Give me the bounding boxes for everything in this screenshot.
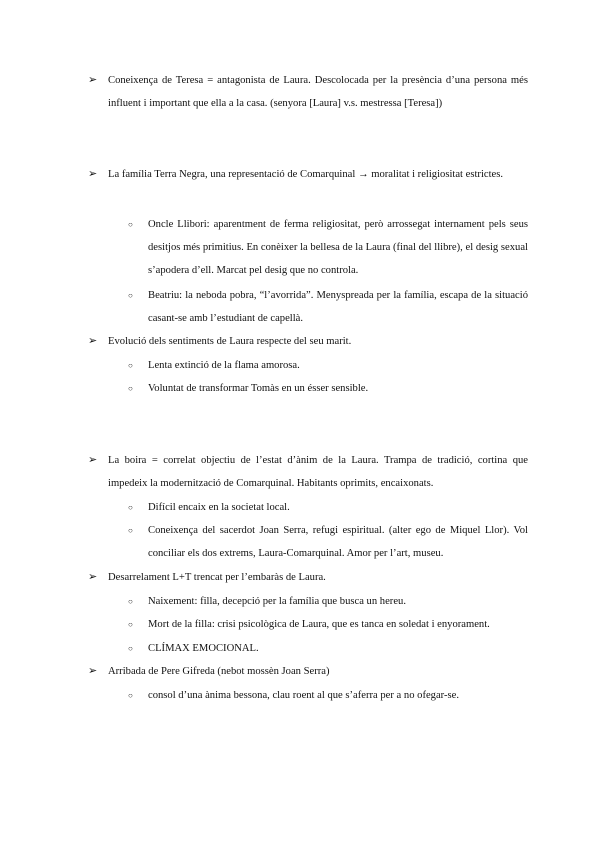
sub-item-text: Coneixença del sacerdot Joan Serra, refugi espiritual. (alter ego de Miquel Llor). Vol conciliar els dos extrems, Laura-Comarquinal. Amor per l’art, museu. [148, 525, 528, 559]
sub-item-text: Naixement: filla, decepció per la família que busca un hereu. [148, 596, 406, 607]
circle-bullet-icon: ○ [128, 644, 133, 653]
item-text: La família Terra Negra, una representació de Comarquinal → moralitat i religiositat estrictes. [108, 169, 503, 180]
sub-item-text: CLÍMAX EMOCIONAL. [148, 643, 259, 654]
list-item [88, 163, 528, 186]
circle-bullet-icon: ○ [128, 384, 133, 393]
item-text: La boira = correlat objectiu de l’estat d’ànim de la Laura. Trampa de tradició, cortina que impedeix la modernització de Comarquinal. Habitants oprimits, encaixonats. [108, 455, 528, 489]
arrow-bullet-icon: ➢ [88, 454, 98, 466]
item-text: Arribada de Pere Gifreda (nebot mossèn Joan Serra) [108, 666, 330, 677]
arrow-bullet-icon: ➢ [88, 168, 98, 180]
sub-item-text: Difícil encaix en la societat local. [148, 502, 290, 513]
arrow-bullet-icon: ➢ [88, 74, 98, 86]
sub-list-item [128, 377, 528, 400]
circle-bullet-icon: ○ [128, 503, 133, 512]
circle-bullet-icon: ○ [128, 691, 133, 700]
sub-item-text: Mort de la filla: crisi psicològica de Laura, que es tanca en soledat i enyorament. [148, 619, 490, 630]
sub-list-item [128, 354, 528, 377]
sub-item-text: Voluntat de transformar Tomàs en un ésser sensible. [148, 383, 369, 394]
item-text: Coneixença de Teresa = antagonista de Laura. Descolocada per la presència d’una persona més influent i important que ella a la casa. (senyora [Laura] v.s. mestressa [Teresa]) [108, 75, 528, 109]
list-item [88, 566, 528, 589]
circle-bullet-icon: ○ [128, 220, 133, 229]
sub-list-item [128, 637, 528, 660]
item-text: Desarrelament L+T trencat per l’embaràs de Laura. [108, 572, 326, 583]
circle-bullet-icon: ○ [128, 620, 133, 629]
list-item [88, 69, 528, 115]
sub-list-item [128, 590, 528, 613]
sub-list-item [128, 613, 528, 636]
sub-list-item [128, 519, 528, 565]
arrow-bullet-icon: ➢ [88, 571, 98, 583]
sub-list-item [128, 496, 528, 519]
list-item [88, 449, 528, 495]
circle-bullet-icon: ○ [128, 526, 133, 535]
arrow-bullet-icon: ➢ [88, 335, 98, 347]
sub-list-item [128, 684, 528, 707]
circle-bullet-icon: ○ [128, 291, 133, 300]
sub-list-item [128, 213, 528, 282]
list-item [88, 660, 528, 683]
sub-item-text: consol d’una ànima bessona, clau roent al que s’aferra per a no ofegar-se. [148, 690, 459, 701]
circle-bullet-icon: ○ [128, 361, 133, 370]
sub-item-text: Oncle Llibori: aparentment de ferma religiositat, però arrossegat internament pels seus desitjos més primitius. En conèixer la bellesa de la Laura (final del llibre), el desig sexual s’apodera d’ell. Marcat pel desig que no controla. [148, 219, 528, 276]
list-item [88, 330, 528, 353]
item-text: Evolució dels sentiments de Laura respecte del seu marit. [108, 336, 352, 347]
sub-item-text: Beatriu: la neboda pobra, “l’avorrida”. Menyspreada per la família, escapa de la situació casant-se amb l’estudiant de capellà. [148, 290, 528, 324]
circle-bullet-icon: ○ [128, 597, 133, 606]
sub-item-text: Lenta extinció de la flama amorosa. [148, 360, 300, 371]
sub-list-item [128, 284, 528, 330]
arrow-bullet-icon: ➢ [88, 665, 98, 677]
